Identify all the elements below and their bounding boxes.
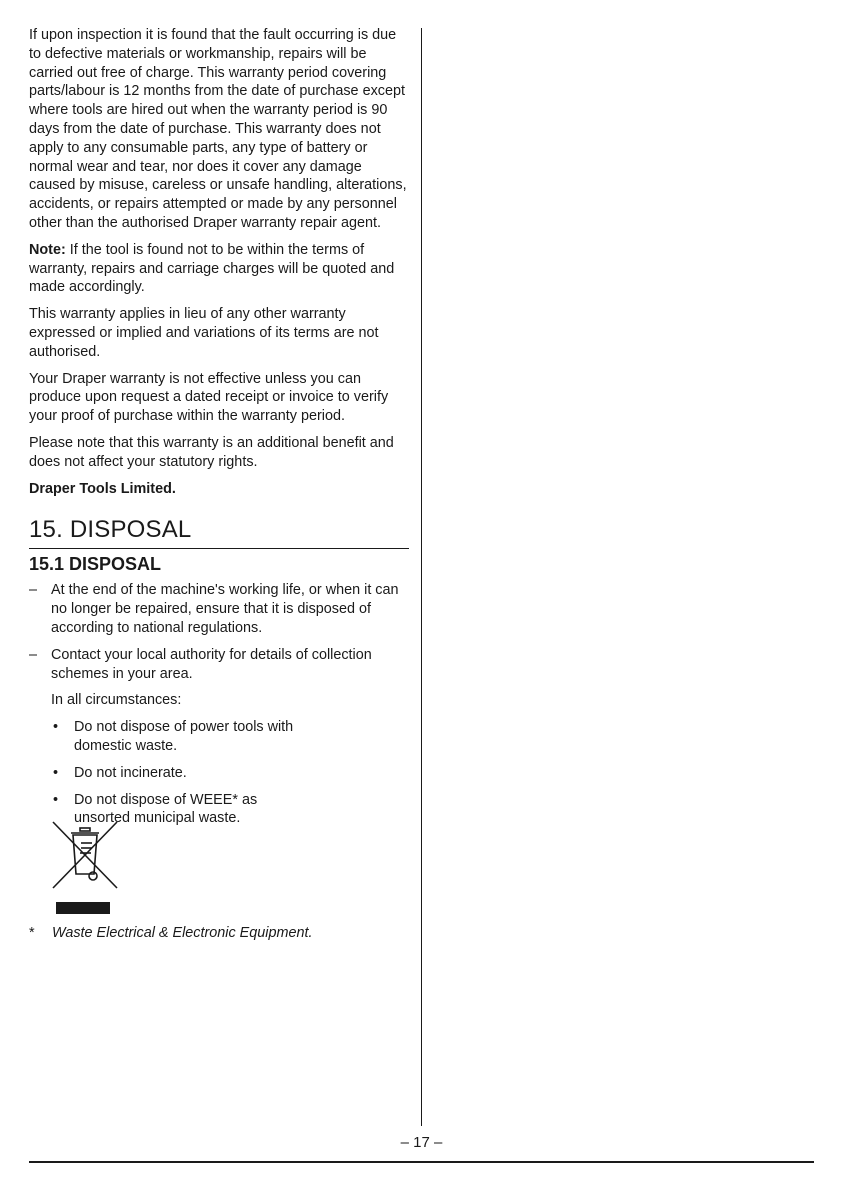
footnote	[29, 924, 312, 942]
sub-heading: 15.1 DISPOSAL	[29, 554, 162, 575]
footnote-text: Waste Electrical & Electronic Equipment.	[52, 925, 313, 941]
bullet-text: Do not dispose of WEEE* as unsorted municipal waste.	[74, 791, 258, 827]
list-item-text: Contact your local authority for details of collection schemes in your area.	[51, 646, 372, 682]
list-item-text: At the end of the machine's working life, or when it can no longer be repaired, ensure that it is disposed of according to national regulations.	[51, 582, 399, 636]
warranty-note	[29, 241, 409, 297]
crossed-out-wheelie-bin-icon	[52, 821, 118, 891]
footnote-marker: *	[29, 925, 35, 941]
warranty-paragraph: If upon inspection it is found that the fault occurring is due to defective materials or workmanship, repairs will be carried out free of charge. This warranty period covering parts/labour is 12 months from the date of purchase except where tools are hired out when the warranty period is 90 days from the date of purchase. This warranty does not apply to any consumable parts, any type of battery or normal wear and tear, nor does it cover any damage caused by misuse, careless or unsafe handling, alterations, accidents, or repairs attempted or made by any personnel other than the authorised Draper warranty repair agent.	[29, 27, 407, 231]
page-number: – 17 –	[400, 1134, 443, 1151]
list-item	[29, 581, 409, 637]
column-divider	[421, 28, 422, 1126]
warranty-paragraph: Please note that this warranty is an additional benefit and does not affect your statutory rights.	[29, 434, 394, 470]
section-heading: 15. DISPOSAL	[29, 516, 409, 549]
bullet-marker: •	[53, 791, 59, 808]
warranty-paragraph: This warranty applies in lieu of any other warranty expressed or implied and variations of its terms are not authorised.	[29, 306, 379, 360]
bullet-marker: •	[53, 719, 59, 736]
note-label: Note:	[29, 241, 66, 258]
bullet-marker: •	[53, 764, 59, 781]
weee-bar	[56, 902, 110, 914]
warranty-paragraph: Your Draper warranty is not effective unless you can produce upon request a dated receipt or invoice to verify your proof of purchase within the warranty period.	[29, 370, 389, 425]
bullet-text: Do not dispose of power tools with domestic waste.	[74, 719, 294, 754]
bullet-text: Do not incinerate.	[74, 764, 187, 781]
footer-rule	[29, 1161, 814, 1163]
company-name: Draper Tools Limited.	[29, 480, 176, 497]
dash-marker: –	[29, 646, 38, 663]
bullet-item	[29, 764, 314, 783]
circumstances-intro: In all circumstances:	[51, 692, 182, 709]
bullet-item	[29, 718, 314, 756]
left-column	[29, 26, 409, 836]
dash-marker: –	[29, 582, 38, 599]
list-item	[29, 646, 409, 684]
note-text: If the tool is found not to be within the terms of warranty, repairs and carriage charges will be quoted and made accordingly.	[29, 241, 395, 296]
